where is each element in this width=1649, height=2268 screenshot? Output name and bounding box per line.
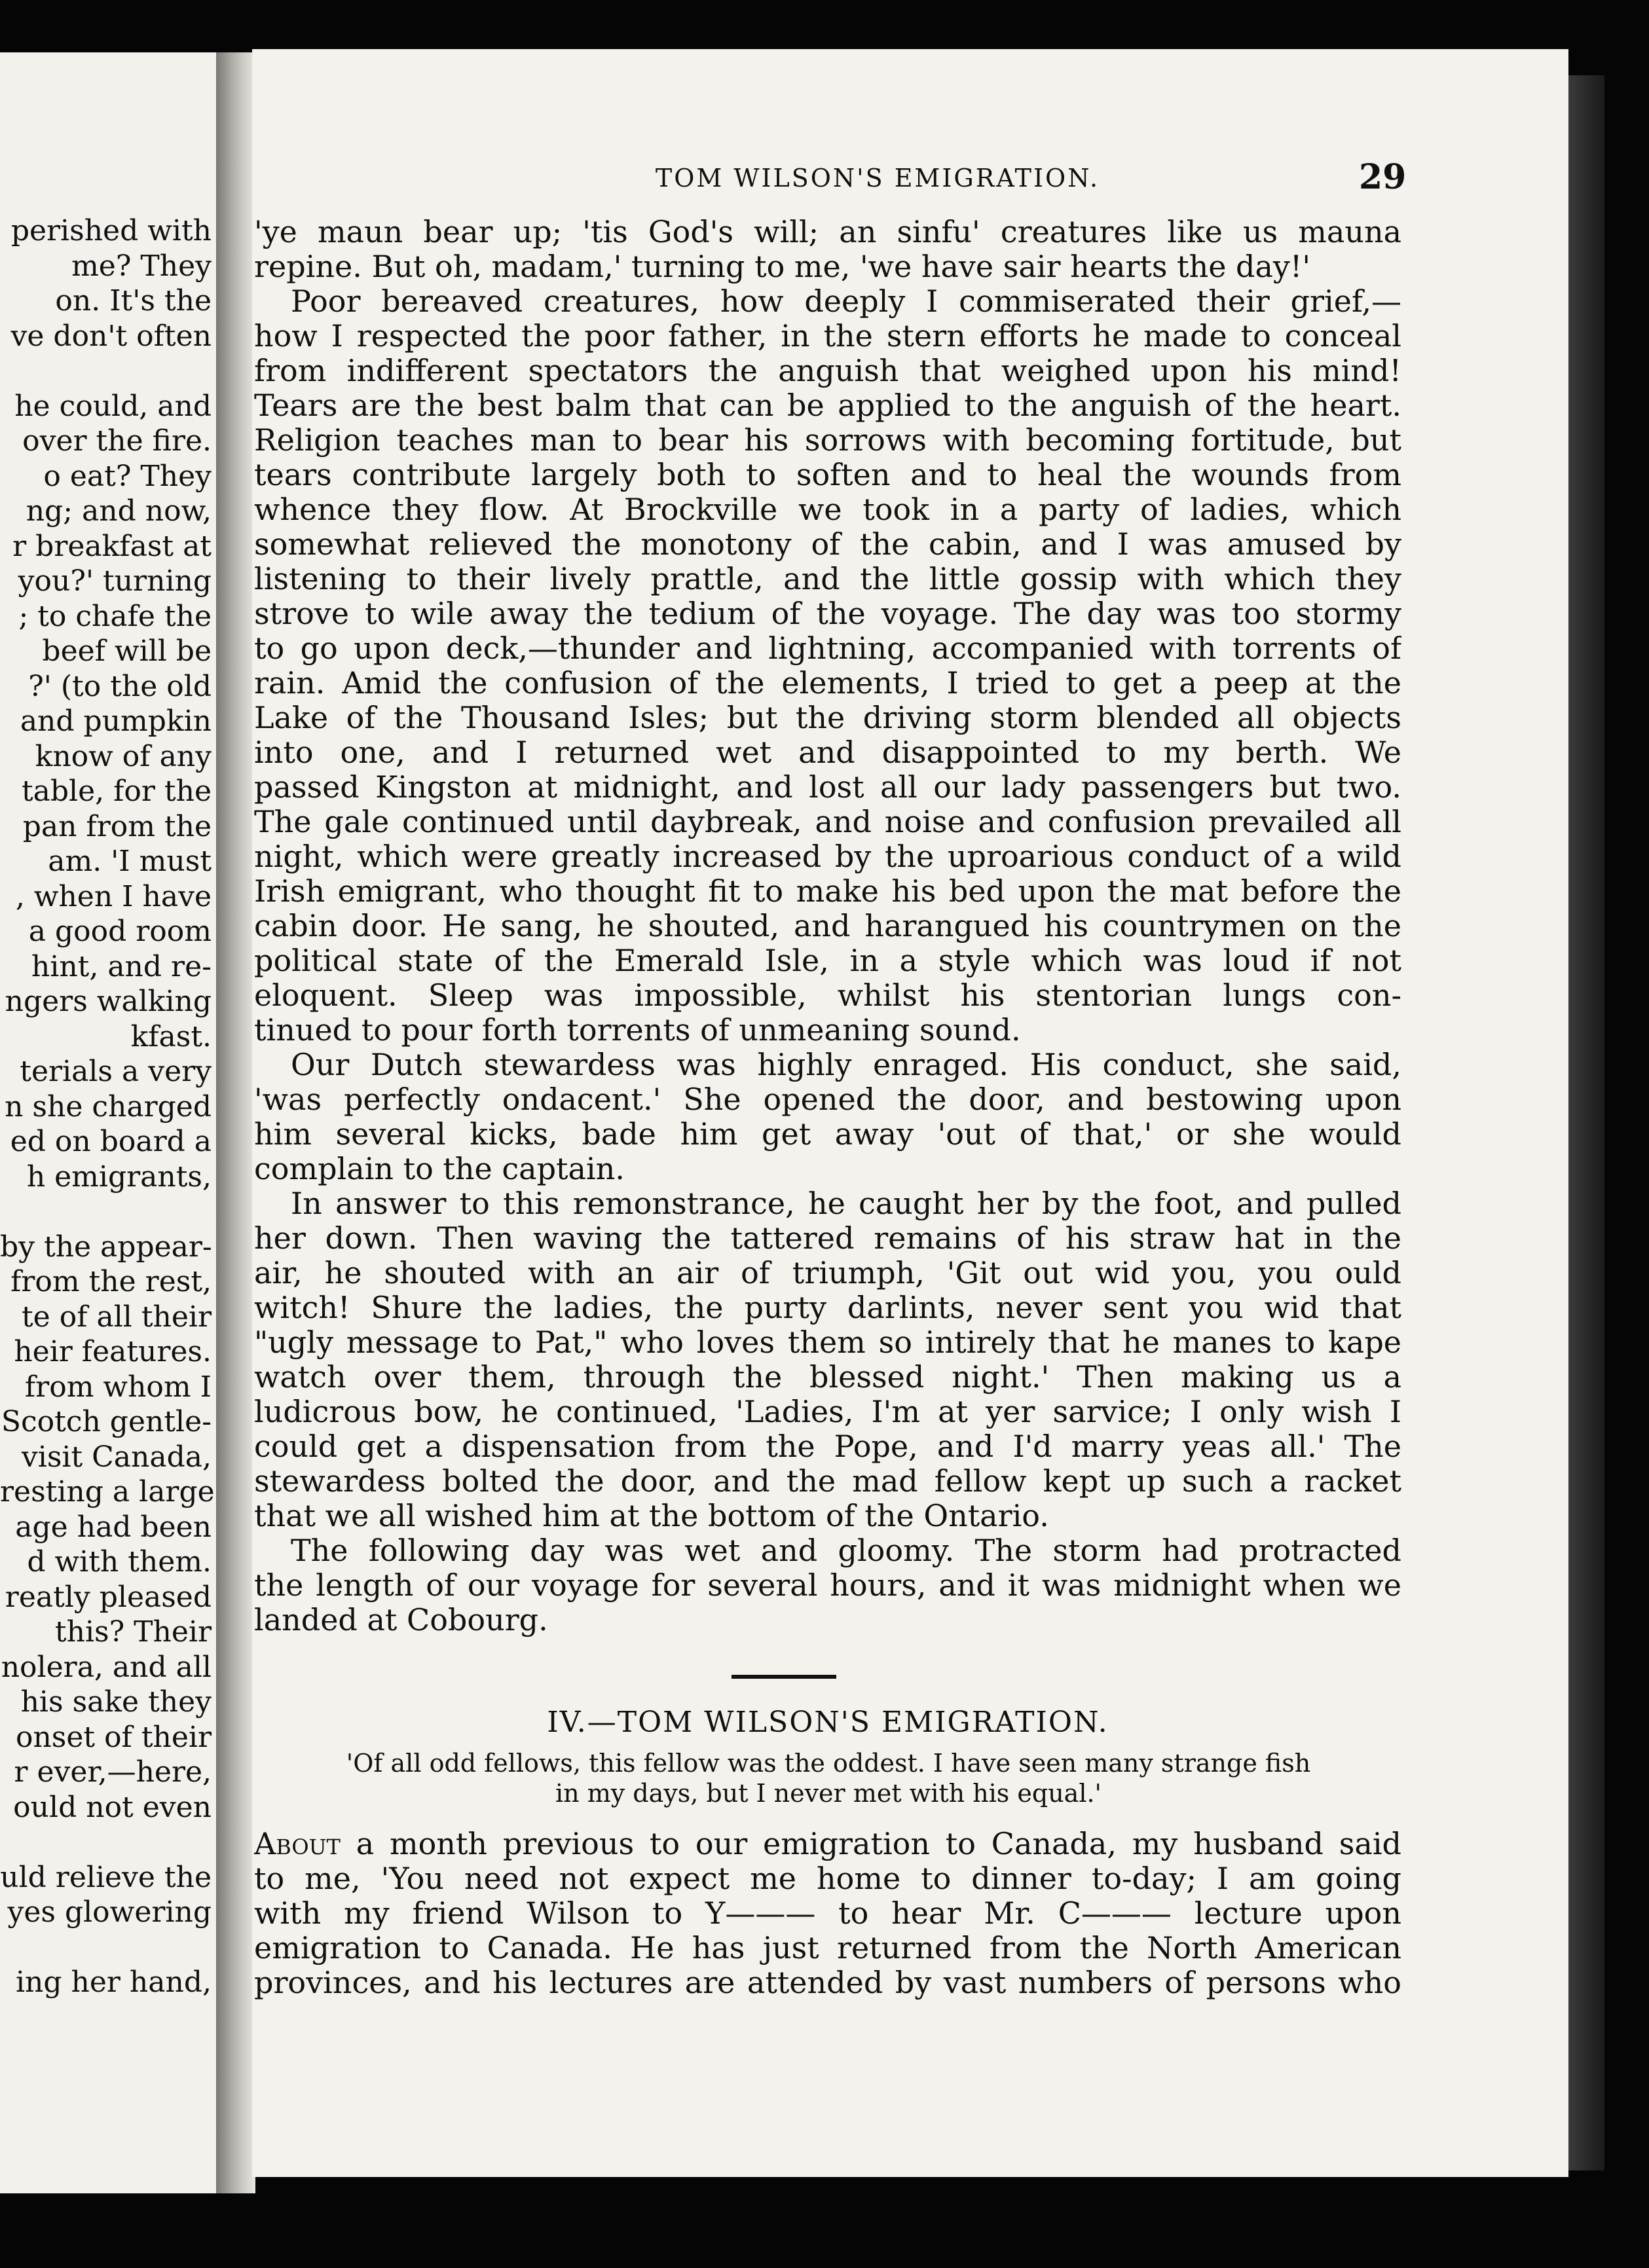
text-line: whence they flow. At Brockville we took in a party of ladies, which	[254, 492, 1401, 527]
facing-page-line: r breakfast at	[12, 529, 212, 563]
facing-page-line: age had been	[15, 1510, 212, 1544]
running-head: TOM WILSON'S EMIGRATION.	[655, 164, 1100, 192]
facing-page-line: h emigrants,	[26, 1160, 212, 1194]
text-line: that we all wished him at the bottom of the Ontario.	[254, 1499, 1049, 1533]
facing-page-line: and pumpkin	[20, 704, 212, 738]
text-line: watch over them, through the blessed night.' Then making us a	[254, 1360, 1401, 1395]
facing-page-line: ing her hand,	[15, 1966, 212, 1999]
text-line: Irish emigrant, who thought fit to make his bed upon the mat before the	[254, 874, 1401, 909]
facing-page-line: me? They	[71, 249, 212, 283]
facing-page-line: from whom I	[24, 1370, 212, 1404]
facing-page-line: te of all their	[22, 1300, 212, 1334]
text-line: Our Dutch stewardess was highly enraged. His conduct, she said,	[291, 1048, 1401, 1082]
text-line: night, which were greatly increased by the uproarious conduct of a wild	[254, 839, 1401, 874]
facing-page-text	[0, 213, 215, 2000]
facing-page-line: ng; and now,	[26, 494, 212, 528]
text-line: Lake of the Thousand Isles; but the driving storm blended all objects	[254, 701, 1401, 735]
facing-page-line: table, for the	[21, 775, 212, 808]
text-line: witch! Shure the ladies, the purty darlints, never sent you wid that	[254, 1290, 1401, 1325]
text-line: rain. Amid the confusion of the elements, I tried to get a peep at the	[254, 666, 1401, 701]
chapter-epigraph	[301, 1748, 1356, 1808]
facing-page-line: kfast.	[130, 1019, 212, 1053]
facing-page-line: Scotch gentle-	[1, 1405, 212, 1438]
facing-page-line: ve don't often	[10, 319, 212, 353]
text-line: stewardess bolted the door, and the mad fellow kept up such a racket	[254, 1464, 1401, 1499]
facing-page-line: ould not even	[13, 1790, 212, 1824]
paragraph	[254, 284, 1401, 1048]
text-line: into one, and I returned wet and disappointed to my berth. We	[254, 735, 1401, 770]
facing-page-line: terials a very	[20, 1055, 212, 1088]
text-line: ludicrous bow, he continued, 'Ladies, I'm at yer sarvice; I only wish I	[254, 1395, 1401, 1429]
facing-page-line: , when I have	[15, 879, 212, 913]
text-line: the length of our voyage for several hours, and it was midnight when we	[254, 1568, 1401, 1603]
page-edge	[1568, 75, 1604, 2170]
text-fragment: a month previous to our emigration to Canada, my husband said	[340, 1827, 1401, 1861]
text-line: tears contribute largely both to soften and to heal the wounds from	[254, 458, 1401, 492]
facing-page-line: hint, and re-	[31, 949, 212, 983]
opening-word: About	[254, 1827, 341, 1861]
text-line: to me, 'You need not expect me home to dinner to-day; I am going	[254, 1861, 1401, 1896]
text-line: from indifferent spectators the anguish that weighed upon his mind!	[254, 354, 1401, 388]
facing-page-line: by the appear-	[0, 1230, 212, 1264]
text-line: tinued to pour forth torrents of unmeaning sound.	[254, 1013, 1021, 1048]
text-line: Poor bereaved creatures, how deeply I commiserated their grief,—	[291, 284, 1401, 319]
facing-page-line: perished with	[10, 214, 212, 247]
text-line: Tears are the best balm that can be applied to the anguish of the heart.	[254, 388, 1401, 423]
text-line: "ugly message to Pat," who loves them so intirely that he manes to kape	[254, 1325, 1401, 1360]
facing-page-line: r ever,—here,	[14, 1755, 212, 1789]
facing-page-line: he could, and	[14, 389, 212, 423]
text-line: air, he shouted with an air of triumph, 'Git out wid you, you ould	[254, 1256, 1401, 1290]
epigraph-line: in my days, but I never met with his equal.'	[555, 1779, 1102, 1808]
epigraph-line: 'Of all odd fellows, this fellow was the oddest. I have seen many strange fish	[346, 1749, 1311, 1778]
facing-page-line: ; to chafe the	[18, 599, 212, 633]
facing-page-line	[0, 1825, 212, 1860]
text-line	[254, 1827, 1401, 1861]
text-line: how I respected the poor father, in the stern efforts he made to conceal	[254, 319, 1401, 354]
paragraph	[254, 1186, 1401, 1533]
facing-page-line: his sake they	[20, 1685, 212, 1719]
facing-page-line: over the fire.	[22, 424, 212, 458]
text-line: In answer to this remonstrance, he caught her by the foot, and pulled	[291, 1186, 1401, 1221]
section-divider-rule	[732, 1675, 836, 1679]
facing-page-line: from the rest,	[10, 1265, 212, 1298]
facing-page-line: ?' (to the old	[28, 669, 212, 703]
chapter-opening-text	[254, 1827, 1401, 2000]
text-line: cabin door. He sang, he shouted, and harangued his countrymen on the	[254, 909, 1401, 943]
text-line: eloquent. Sleep was impossible, whilst his stentorian lungs con-	[254, 978, 1401, 1013]
text-line: with my friend Wilson to Y——— to hear Mr. C——— lecture upon	[254, 1896, 1401, 1931]
body-text	[254, 215, 1401, 1637]
text-line: complain to the captain.	[254, 1152, 625, 1186]
facing-page-line	[0, 1930, 212, 1966]
facing-page-line: pan from the	[22, 809, 212, 843]
page-number: 29	[1359, 157, 1407, 197]
facing-page-line: n she charged	[5, 1089, 212, 1124]
text-line: strove to wile away the tedium of the voyage. The day was too stormy	[254, 596, 1401, 631]
paragraph	[254, 1048, 1401, 1186]
text-line: passed Kingston at midnight, and lost all our lady passengers but two.	[254, 770, 1401, 805]
facing-page-line	[0, 354, 212, 389]
text-line: her down. Then waving the tattered remains of his straw hat in the	[254, 1221, 1401, 1256]
text-line: Religion teaches man to bear his sorrows with becoming fortitude, but	[254, 423, 1401, 458]
facing-page-line: ed on board a	[10, 1125, 212, 1158]
facing-page-line: heir features.	[14, 1335, 212, 1368]
facing-page-line: you?' turning	[18, 564, 212, 598]
text-line: repine. But oh, madam,' turning to me, 'we have sair hearts the day!'	[254, 249, 1311, 284]
book-gutter	[216, 52, 255, 2193]
facing-page-line: visit Canada,	[21, 1440, 212, 1474]
text-line: 'ye maun bear up; 'tis God's will; an sinfu' creatures like us mauna	[254, 215, 1401, 249]
text-line: The following day was wet and gloomy. The storm had protracted	[291, 1533, 1401, 1568]
paragraph	[254, 215, 1401, 284]
facing-page-line: uld relieve the	[0, 1860, 212, 1894]
facing-page-line: this? Their	[54, 1615, 212, 1649]
facing-page-line: onset of their	[15, 1720, 212, 1754]
facing-page-line: am. 'I must	[48, 845, 212, 878]
facing-page-line: yes glowering	[7, 1895, 212, 1929]
facing-page-left	[0, 52, 219, 2193]
text-line: provinces, and his lectures are attended by vast numbers of persons who	[254, 1966, 1401, 2000]
text-line: political state of the Emerald Isle, in a style which was loud if not	[254, 943, 1401, 978]
facing-page-line: nolera, and all	[1, 1650, 212, 1684]
paragraph	[254, 1533, 1401, 1637]
text-line: could get a dispensation from the Pope, and I'd marry yeas all.' The	[254, 1429, 1401, 1464]
facing-page-line: know of any	[35, 739, 212, 773]
text-line: 'was perfectly ondacent.' She opened the door, and bestowing upon	[254, 1082, 1401, 1117]
facing-page-line: reatly pleased	[5, 1580, 212, 1614]
facing-page-line: d with them.	[27, 1545, 212, 1579]
facing-page-line: a good room	[28, 915, 212, 948]
facing-page-line	[0, 1194, 212, 1230]
text-line: landed at Cobourg.	[254, 1603, 548, 1637]
text-line: him several kicks, bade him get away 'out of that,' or she would	[254, 1117, 1401, 1152]
text-line: The gale continued until daybreak, and noise and confusion prevailed all	[254, 805, 1401, 839]
facing-page-line: ngers walking	[5, 985, 212, 1018]
facing-page-line: o eat? They	[43, 459, 212, 493]
text-line: to go upon deck,—thunder and lightning, accompanied with torrents of	[254, 631, 1401, 666]
text-line: emigration to Canada. He has just returned from the North American	[254, 1931, 1401, 1966]
facing-page-line: on. It's the	[55, 284, 212, 318]
text-line: listening to their lively prattle, and the little gossip with which they	[254, 562, 1401, 596]
facing-page-line: beef will be	[42, 634, 212, 668]
facing-page-line: resting a large	[0, 1475, 215, 1509]
chapter-title: IV.—TOM WILSON'S EMIGRATION.	[547, 1706, 1109, 1739]
text-line: somewhat relieved the monotony of the cabin, and I was amused by	[254, 527, 1401, 562]
